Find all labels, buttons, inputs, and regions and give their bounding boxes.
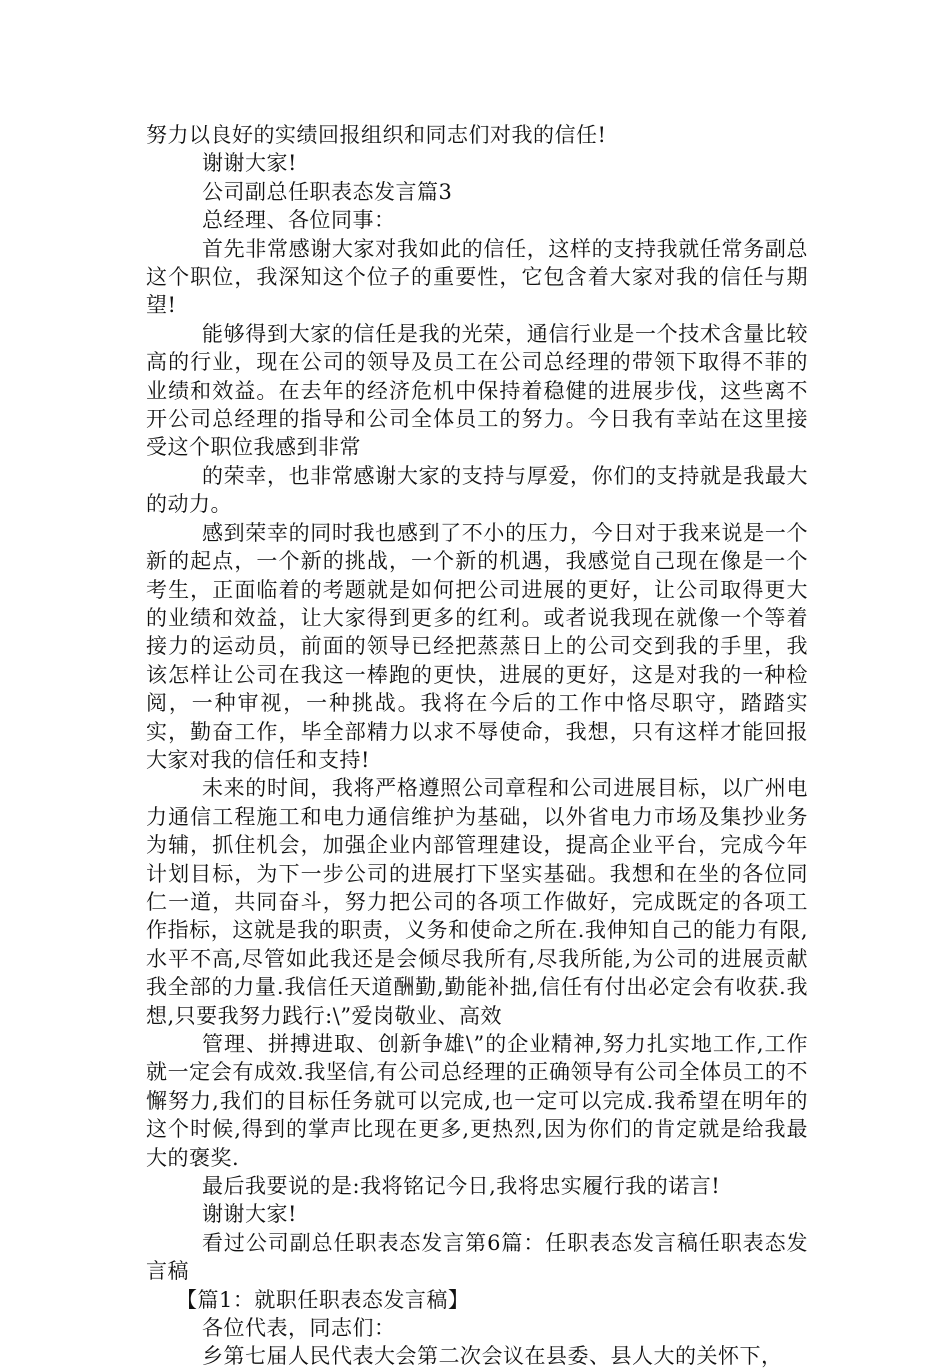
paragraph: 谢谢大家! <box>202 1202 297 1227</box>
paragraph: 谢谢大家! <box>202 151 297 176</box>
paragraph: 感到荣幸的同时我也感到了不小的压力，今日对于我来说是一个新的起点，一个新的挑战，一个新的机遇，我感觉自己现在像是一个考生，正面临着的考题就是如何把公司进展的更好，让公司取得更大的业绩和效益，让大家得到更多的红利。或者说我现在就像一个等着接力的运动员，前面的领导已经把蒸蒸日上的公司交到我的手里，我该怎样让公司在我这一棒跑的更快，进展的更好，这是对我的一种检阅，一种审视，一种挑战。我将在今后的工作中恪尽职守，踏踏实实，勤奋工作，毕全部精力以求不辱使命，我想，只有这样才能回报大家对我的信任和支持! <box>146 520 808 772</box>
salutation: 总经理、各位同事： <box>202 208 396 233</box>
paragraph: 最后我要说的是:我将铭记今日,我将忠实履行我的诺言! <box>202 1174 721 1199</box>
section-title: 公司副总任职表态发言篇3 <box>202 179 453 204</box>
paragraph: 管理、拼搏进取、创新争雄\”的企业精神,努力扎实地工作,工作就一定会有成效.我坚信,有公司总经理的正确领导有公司全体员工的不懈努力,我们的目标任务就可以完成,也一定可以完成.我希望在明年的这个时候,得到的掌声比现在更多,更热烈,因为你们的肯定就是给我最大的褒奖. <box>146 1032 808 1170</box>
paragraph: 乡第七届人民代表大会第二次会议在县委、县人大的关怀下， <box>202 1344 783 1369</box>
paragraph: 能够得到大家的信任是我的光荣，通信行业是一个技术含量比较高的行业，现在公司的领导及员工在公司总经理的带领下取得不菲的业绩和效益。在去年的经济危机中保持着稳健的进展步伐，这些离不开公司总经理的指导和公司全体员工的努力。今日我有幸站在这里接受这个职位我感到非常 <box>146 321 808 460</box>
section-title: 【篇1：就职任职表态发言稿】 <box>176 1287 470 1312</box>
document-page <box>146 121 808 1371</box>
paragraph: 未来的时间，我将严格遵照公司章程和公司进展目标，以广州电力通信工程施工和电力通信维护为基础，以外省电力市场及集抄业务为辅，抓住机会，加强企业内部管理建设，提高企业平台，完成今年计划目标，为下一步公司的进展打下坚实基础。我想和在坐的各位同仁一道，共同奋斗，努力把公司的各项工作做好，完成既定的各项工作指标，这就是我的职责，义务和使命之所在.我伸知自己的能力有限,水平不高,尽管如此我还是会倾尽我所有,尽我所能,为公司的进展贡献我全部的力量.我信任天道酬勤,勤能补拙,信任有付出必定会有收获.我想,只要我努力践行:\”爱岗敬业、高效 <box>146 776 808 1028</box>
paragraph: 的荣幸，也非常感谢大家的支持与厚爱，你们的支持就是我最大的动力。 <box>146 463 808 517</box>
paragraph: 努力以良好的实绩回报组织和同志们对我的信任! <box>146 123 607 147</box>
paragraph: 看过公司副总任职表态发言第6篇：任职表态发言稿任职表态发言稿 <box>146 1230 808 1284</box>
paragraph: 首先非常感谢大家对我如此的信任，这样的支持我就任常务副总这个职位，我深知这个位子的重要性，它包含着大家对我的信任与期望! <box>146 236 808 318</box>
salutation: 各位代表，同志们： <box>202 1316 396 1341</box>
